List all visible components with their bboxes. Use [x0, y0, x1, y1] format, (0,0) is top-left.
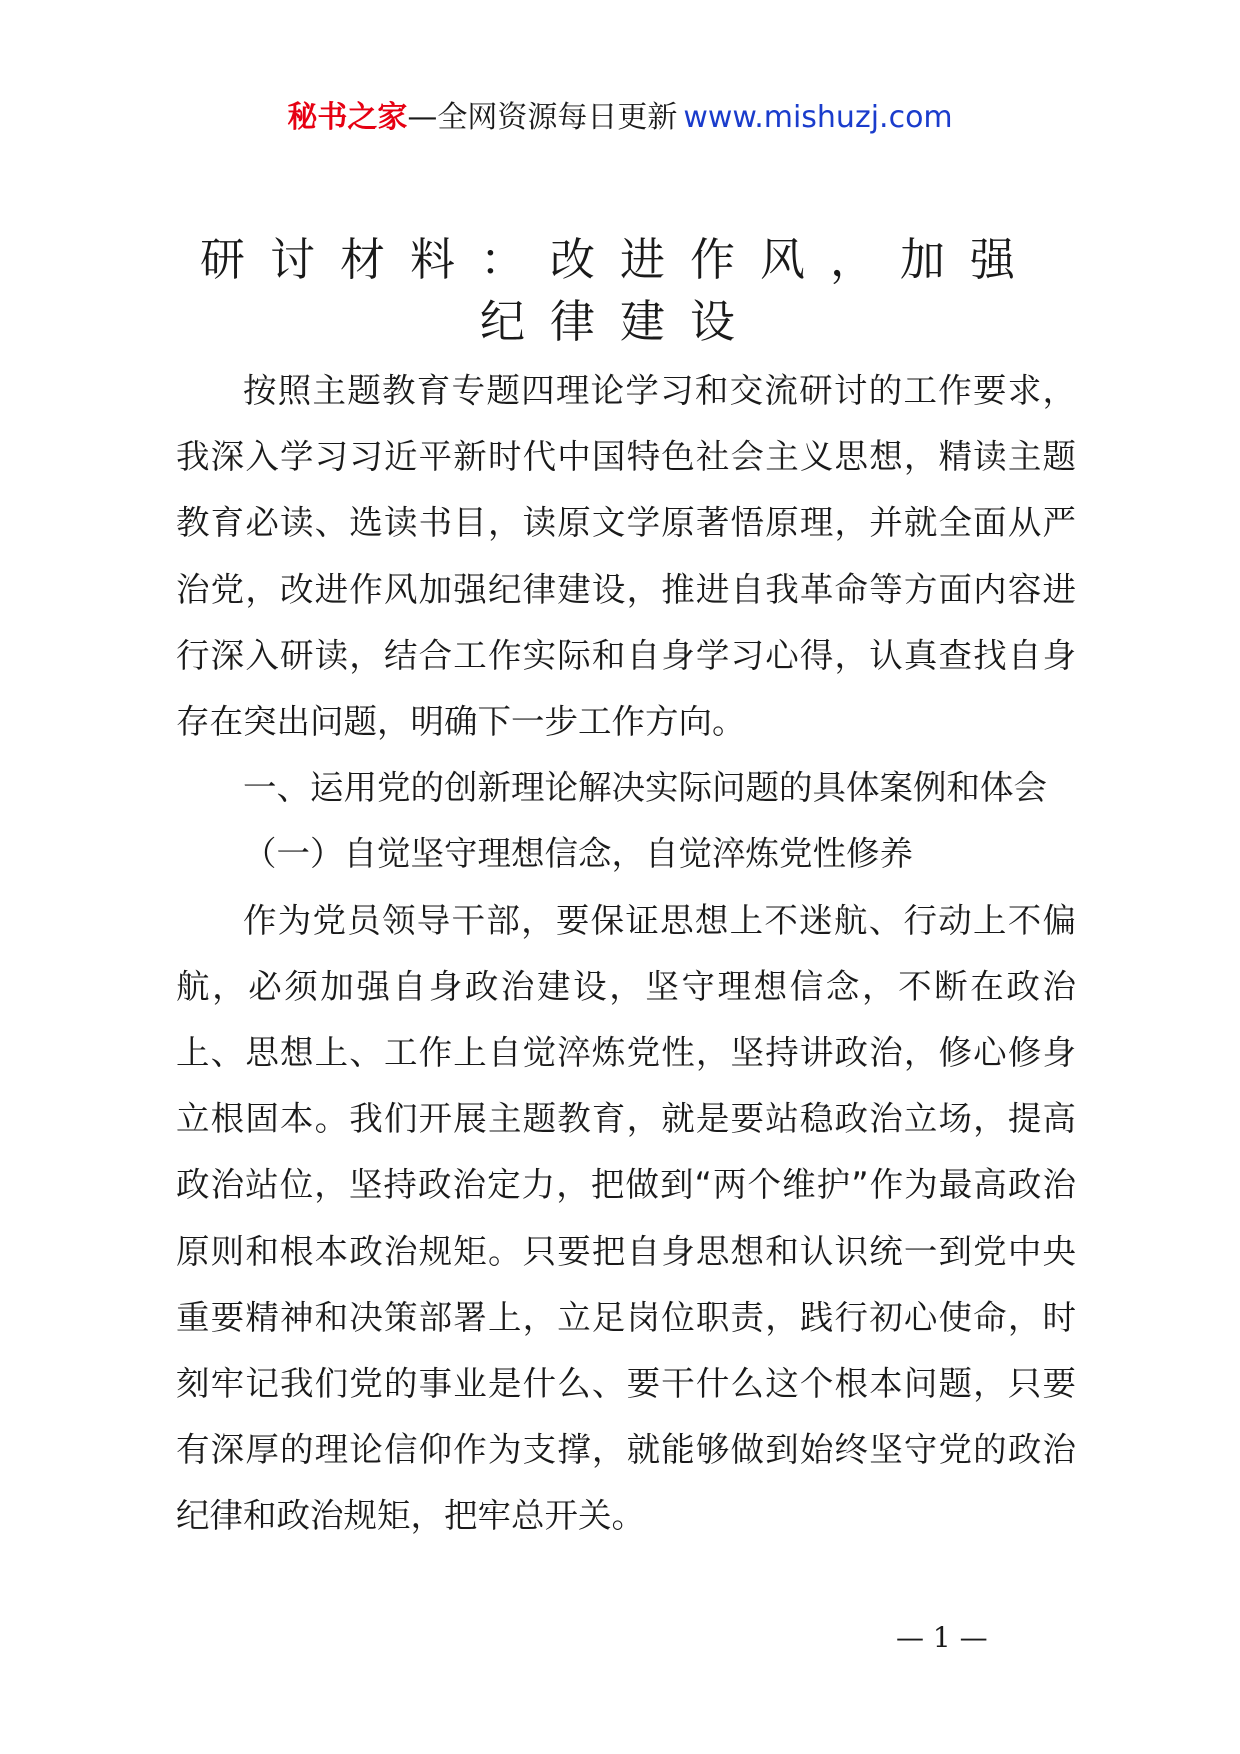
- site-header: [0, 98, 1240, 138]
- document-title-line-1: 研讨材料：改进作风，加强: [199, 233, 1040, 286]
- intro-paragraph: 按照主题教育专题四理论学习和交流研讨的工作要求，我深入学习习近平新时代中国特色社会主义思想，精读主题教育必读、选读书目，读原文学原著悟原理，并就全面从严治党，改进作风加强纪律建设，推进自我革命等方面内容进行深入研读，结合工作实际和自身学习心得，认真查找自身存在突出问题，明确下一步工作方向。: [176, 371, 1076, 742]
- site-brand: 秘书之家: [287, 100, 408, 135]
- site-tagline: —全网资源每日更新: [407, 100, 678, 135]
- site-url-link[interactable]: www.mishuzj.com: [683, 100, 953, 135]
- body-paragraph: 作为党员领导干部，要保证思想上不迷航、行动上不偏航，必须加强自身政治建设，坚守理想信念，不断在政治上、思想上、工作上自觉淬炼党性，坚持讲政治，修心修身立根固本。我们开展主题教育，就是要站稳政治立场，提高政治站位，坚持政治定力，把做到“两个维护”作为最高政治原则和根本政治规矩。只要把自身思想和认识统一到党中央重要精神和决策部署上，立足岗位职责，践行初心使命，时刻牢记我们党的事业是什么、要干什么这个根本问题，只要有深厚的理论信仰作为支撑，就能够做到始终坚守党的政治纪律和政治规矩，把牢总开关。: [176, 900, 1076, 1536]
- page-number: — 1 —: [896, 1621, 988, 1654]
- section-heading: 一、运用党的创新理论解决实际问题的具体案例和体会: [243, 768, 1047, 808]
- subsection-heading: （一）自觉坚守理想信念，自觉淬炼党性修养: [243, 834, 913, 874]
- document-title-line-2: 纪律建设: [479, 295, 760, 348]
- document-body: [176, 358, 1076, 1550]
